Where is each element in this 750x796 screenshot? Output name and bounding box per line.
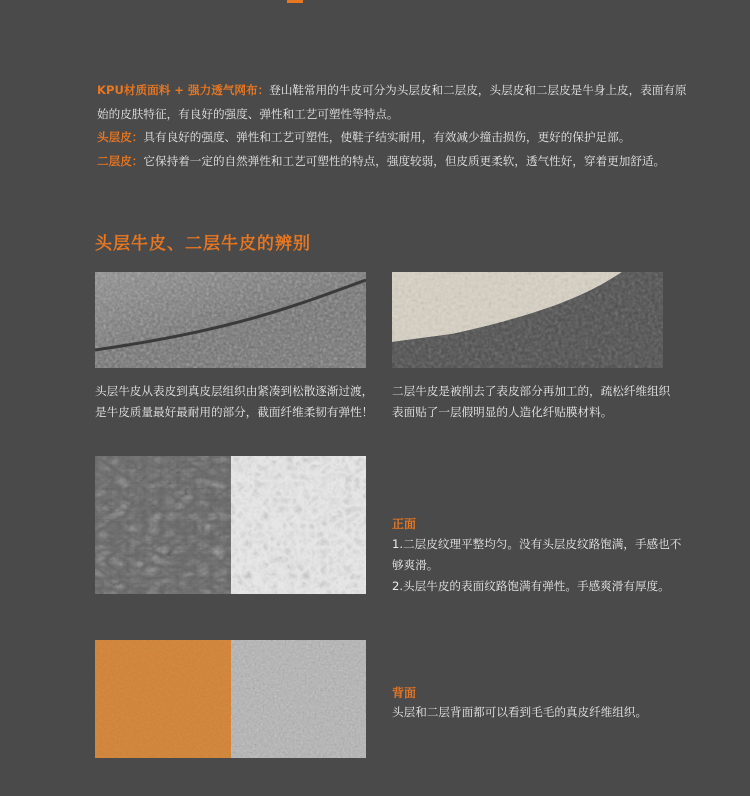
- top-grain-cross-section-image: [95, 272, 366, 368]
- layer1-paragraph: [97, 126, 697, 150]
- intro-text: 登山鞋常用的牛皮可分为头层皮和二层皮，头层皮和二层皮是牛身上皮，表面有原始的皮肤特征，有良好的强度、弹性和工艺可塑性等特点。: [97, 83, 687, 121]
- layer2-text: 它保持着一定的自然弹性和工艺可塑性的特点，强度较弱，但皮质更柔软，透气性好，穿着更加舒适。: [143, 153, 666, 168]
- back-description: 头层和二层背面都可以看到毛毛的真皮纤维组织。: [392, 705, 648, 719]
- top-grain-caption: 头层牛皮从表皮到真皮层组织由紧凑到松散逐渐过渡，是牛皮质量最好最耐用的部分，截面纤维柔韧有弹性！: [95, 384, 374, 419]
- front-point-1: 1.二层皮纹理平整均匀。没有头层皮纹路饱满，手感也不够爽滑。: [392, 537, 682, 572]
- split-leather-caption: 二层牛皮是被削去了表皮部分再加工的，疏松纤维组织表面贴了一层假明显的人造化纤贴膜材料。: [392, 384, 671, 419]
- intro-paragraph: [97, 79, 697, 126]
- back-surface-comparison-image: [95, 640, 366, 758]
- intro-label: KPU材质面料 + 强力透气网布：: [97, 83, 270, 97]
- front-point-2: 2.头层牛皮的表面纹路饱满有弹性。手感爽滑有厚度。: [392, 579, 670, 593]
- front-description: [392, 534, 692, 597]
- split-leather-cross-section-image: [392, 272, 663, 368]
- layer1-label: 头层皮：: [97, 130, 144, 144]
- back-title: 背面: [392, 686, 417, 700]
- front-title: 正面: [392, 517, 417, 531]
- top-accent-mark: [287, 0, 303, 3]
- front-surface-comparison-image: [95, 456, 366, 594]
- layer1-text: 具有良好的强度、弹性和工艺可塑性，使鞋子结实耐用，有效减少撞击损伤，更好的保护足部。: [143, 130, 631, 144]
- layer2-label: 二层皮：: [97, 153, 144, 168]
- section-title: 头层牛皮、二层牛皮的辨别: [95, 234, 311, 254]
- layer2-paragraph: [97, 150, 697, 174]
- intro-block: [97, 79, 697, 173]
